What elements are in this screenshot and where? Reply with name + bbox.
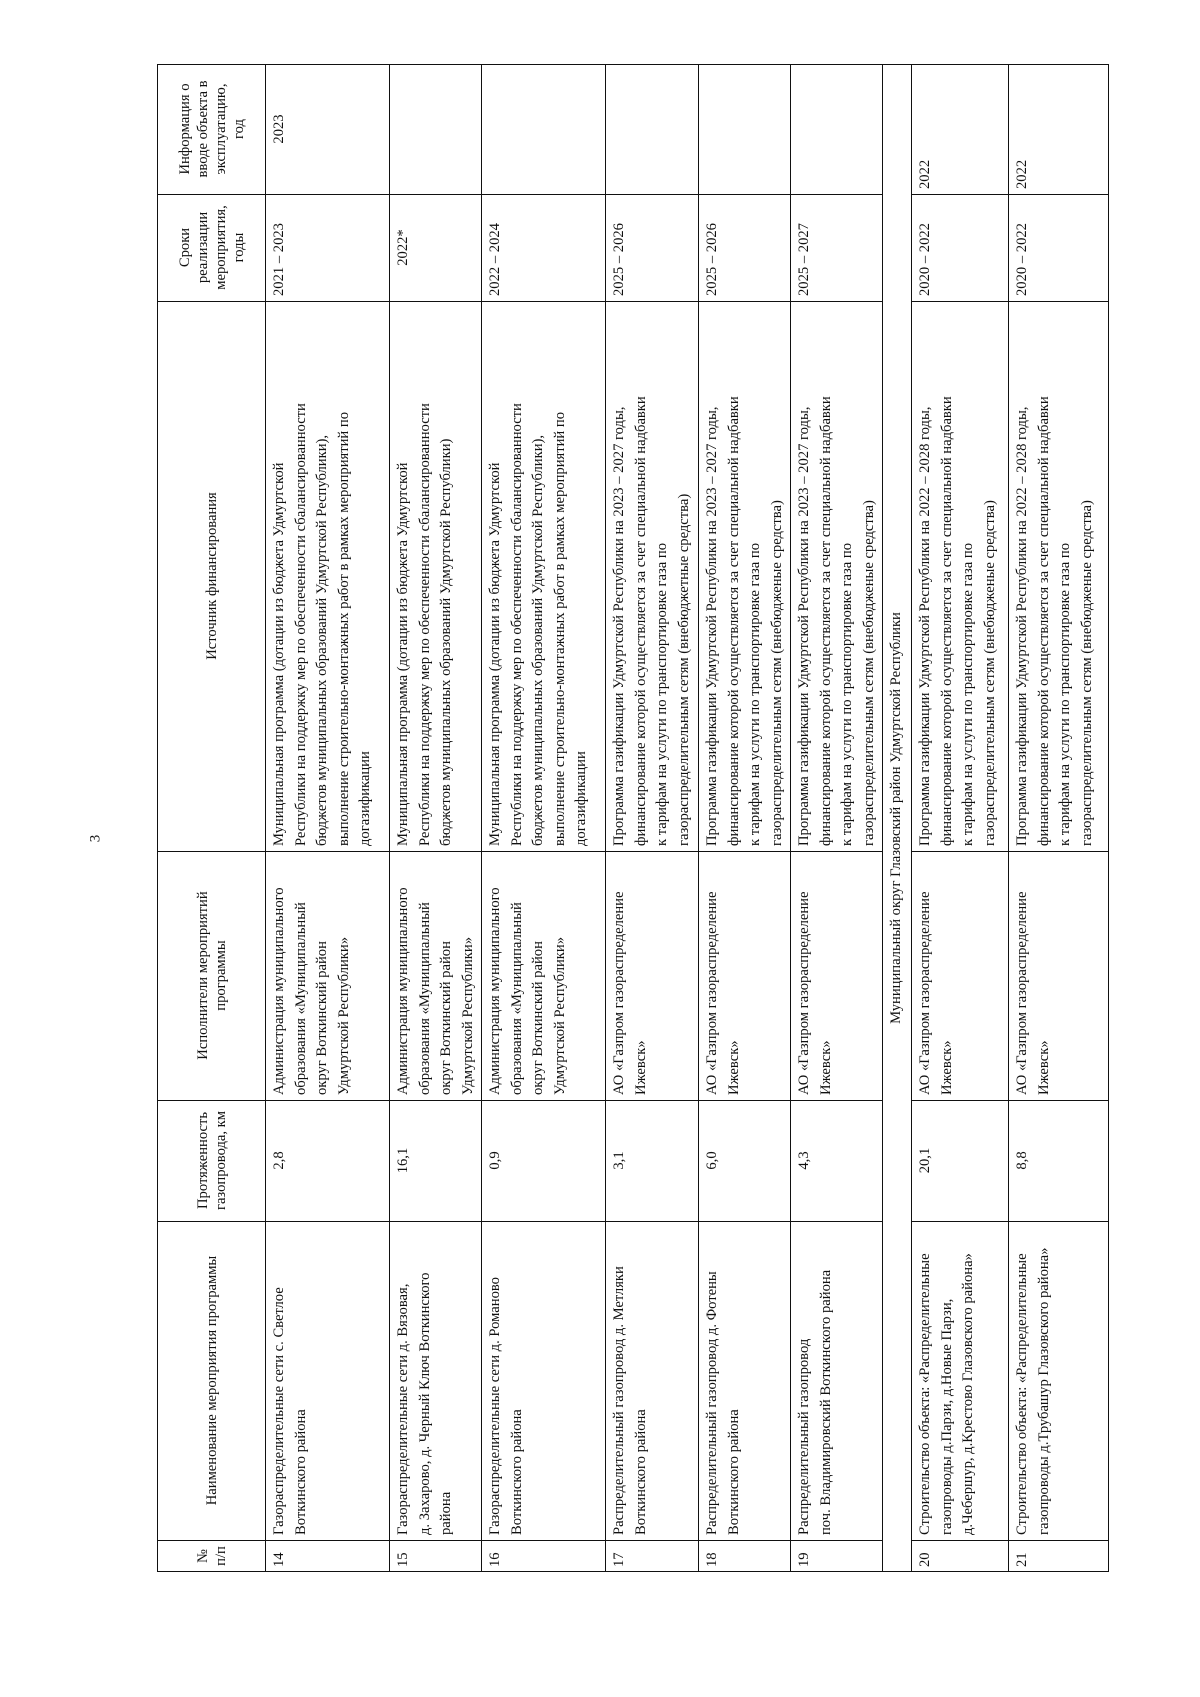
commissioning-year-cell: 2023: [266, 65, 390, 195]
row-number-cell: 14: [266, 1541, 390, 1572]
gasification-program-table: [157, 64, 1109, 1572]
implementation-period-cell: 2021 – 2023: [266, 195, 390, 302]
table-row: [482, 65, 606, 1572]
pipeline-length-cell: 16,1: [390, 1101, 482, 1222]
pipeline-length-cell: 8,8: [1009, 1101, 1109, 1222]
pipeline-length-cell: 0,9: [482, 1101, 606, 1222]
pipeline-length-cell: 2,8: [266, 1101, 390, 1222]
funding-source-cell: Программа газификации Удмуртской Республики на 2023 – 2027 годы, финансирование которой осуществляется за счет специальной надбавки к тарифам на услуги по транспортировке газа по газораспределительным сетям (внебюдженые средства): [791, 302, 883, 852]
funding-source-cell: Муниципальная программа (дотации из бюджета Удмуртской Республики на поддержку мер по обеспеченности сбалансированности бюджетов муниципальных образований Удмуртской Республики), выполнение строительно-монтажных работ в рамках мероприятий по догазификации: [266, 302, 390, 852]
implementation-period-cell: 2025 – 2027: [791, 195, 883, 302]
header-name: Наименование мероприятия программы: [158, 1222, 266, 1541]
implementation-period-cell: 2025 – 2026: [699, 195, 791, 302]
header-source: Источник финансирования: [158, 302, 266, 852]
table-row: [791, 65, 883, 1572]
executor-cell: АО «Газпром газораспределение Ижевск»: [1009, 852, 1109, 1101]
implementation-period-cell: 2022 – 2024: [482, 195, 606, 302]
section-label: Муниципальный округ Глазовский район Удмуртской Республики: [883, 65, 912, 1572]
row-number-cell: 21: [1009, 1541, 1109, 1572]
table-row: [606, 65, 699, 1572]
row-number-cell: 15: [390, 1541, 482, 1572]
row-number-cell: 19: [791, 1541, 883, 1572]
funding-source-cell: Программа газификации Удмуртской Республики на 2023 – 2027 годы, финансирование которой осуществляется за счет специальной надбавки к тарифам на услуги по транспортировке газа по газораспределительным сетям (внебюджетные средства): [606, 302, 699, 852]
implementation-period-cell: 2020 – 2022: [912, 195, 1009, 302]
table-row: [912, 65, 1009, 1572]
table-row: [266, 65, 390, 1572]
event-name-cell: Строительство объекта: «Распределительные газопроводы д.Парзи, д.Новые Парзи, д.Чебершур, д.Крестово Глазовского района»: [912, 1222, 1009, 1541]
table-row: [1009, 65, 1109, 1572]
pipeline-length-cell: 3,1: [606, 1101, 699, 1222]
funding-source-cell: Программа газификации Удмуртской Республики на 2023 – 2027 годы, финансирование которой осуществляется за счет специальной надбавки к тарифам на услуги по транспортировке газа по газораспределительным сетям (внебюдженые средства): [699, 302, 791, 852]
funding-source-cell: Муниципальная программа (дотации из бюджета Удмуртской Республики на поддержку мер по обеспеченности сбалансированности бюджетов муниципальных образований Удмуртской Республики): [390, 302, 482, 852]
event-name-cell: Строительство объекта: «Распределительные газопроводы д.Трубашур Глазовского района»: [1009, 1222, 1109, 1541]
header-length: Протяженность газопровода, км: [158, 1101, 266, 1222]
commissioning-year-cell: 2022: [912, 65, 1009, 195]
page-number: 3: [87, 834, 104, 843]
funding-source-cell: Программа газификации Удмуртской Республики на 2022 – 2028 годы, финансирование которой осуществляется за счет специальной надбавки к тарифам на услуги по транспортировке газа по газораспределительным сетям (внебюдженые средства): [912, 302, 1009, 852]
header-commissioning: Информация о вводе объекта в эксплуатацию, год: [158, 65, 266, 195]
commissioning-year-cell: 2022: [1009, 65, 1109, 195]
executor-cell: Администрация муниципального образования «Муниципальный округ Воткинский район Удмуртской Республики»: [266, 852, 390, 1101]
funding-source-cell: Программа газификации Удмуртской Республики на 2022 – 2028 годы, финансирование которой осуществляется за счет специальной надбавки к тарифам на услуги по транспортировке газа по газораспределительным сетям (внебюдженые средства): [1009, 302, 1109, 852]
event-name-cell: Газораспределительные сети д. Романово Воткинского района: [482, 1222, 606, 1541]
executor-cell: АО «Газпром газораспределение Ижевск»: [699, 852, 791, 1101]
header-period: Сроки реализации мероприятия, годы: [158, 195, 266, 302]
rotated-table-container: [157, 65, 1109, 1572]
pipeline-length-cell: 6,0: [699, 1101, 791, 1222]
event-name-cell: Газораспределительные сети с. Светлое Воткинского района: [266, 1222, 390, 1541]
row-number-cell: 18: [699, 1541, 791, 1572]
pipeline-length-cell: 4,3: [791, 1101, 883, 1222]
commissioning-year-cell: [482, 65, 606, 195]
row-number-cell: 17: [606, 1541, 699, 1572]
commissioning-year-cell: [390, 65, 482, 195]
implementation-period-cell: 2020 – 2022: [1009, 195, 1109, 302]
section-row: [883, 65, 912, 1572]
executor-cell: Администрация муниципального образования «Муниципальный округ Воткинский район Удмуртской Республики»: [390, 852, 482, 1101]
table-body: [266, 65, 1109, 1572]
implementation-period-cell: 2025 – 2026: [606, 195, 699, 302]
pipeline-length-cell: 20,1: [912, 1101, 1009, 1222]
event-name-cell: Распределительный газопровод д. Фотены Воткинского района: [699, 1222, 791, 1541]
executor-cell: АО «Газпром газораспределение Ижевск»: [606, 852, 699, 1101]
header-num: № п/п: [158, 1541, 266, 1572]
event-name-cell: Распределительный газопровод д. Метляки Воткинского района: [606, 1222, 699, 1541]
executor-cell: АО «Газпром газораспределение Ижевск»: [791, 852, 883, 1101]
executor-cell: АО «Газпром газораспределение Ижевск»: [912, 852, 1009, 1101]
table-row: [699, 65, 791, 1572]
executor-cell: Администрация муниципального образования «Муниципальный округ Воткинский район Удмуртской Республики»: [482, 852, 606, 1101]
commissioning-year-cell: [699, 65, 791, 195]
table-header-row: [158, 65, 266, 1572]
commissioning-year-cell: [791, 65, 883, 195]
implementation-period-cell: 2022*: [390, 195, 482, 302]
table-row: [390, 65, 482, 1572]
commissioning-year-cell: [606, 65, 699, 195]
event-name-cell: Распределительный газопровод поч. Владимировский Воткинского района: [791, 1222, 883, 1541]
event-name-cell: Газораспределительные сети д. Вязовая, д. Захарово, д. Черный Ключ Воткинского района: [390, 1222, 482, 1541]
row-number-cell: 16: [482, 1541, 606, 1572]
header-executor: Исполнители мероприятий программы: [158, 852, 266, 1101]
row-number-cell: 20: [912, 1541, 1009, 1572]
funding-source-cell: Муниципальная программа (дотации из бюджета Удмуртской Республики на поддержку мер по обеспеченности сбалансированности бюджетов муниципальных образований Удмуртской Республики), выполнение строительно-монтажных работ в рамках мероприятий по догазификации: [482, 302, 606, 852]
